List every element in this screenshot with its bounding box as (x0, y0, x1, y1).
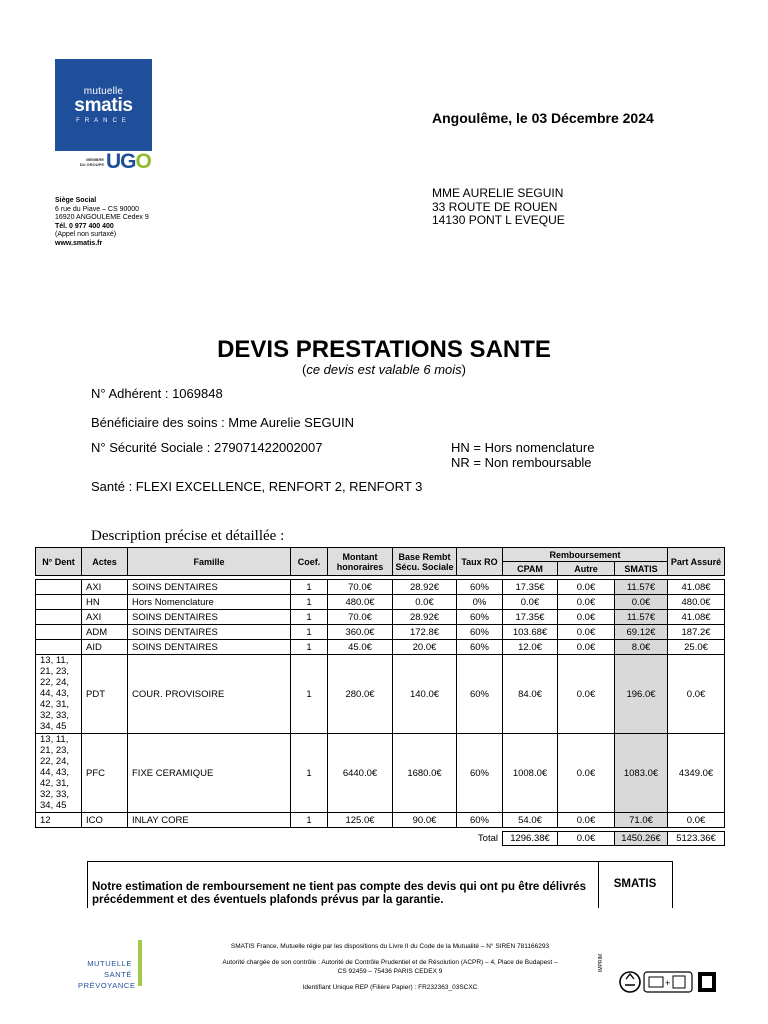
recipient-street: 33 ROUTE DE ROUEN (432, 199, 558, 214)
cell-dent (36, 595, 82, 610)
legend-hn: HN = Hors nomenclature (451, 440, 595, 455)
cell-smatis: 196.0€ (615, 655, 668, 734)
header-smatis: SMATIS (615, 562, 668, 576)
cell-acte: PDT (82, 655, 128, 734)
cell-coef: 1 (291, 655, 328, 734)
cell-cpam: 84.0€ (503, 655, 558, 734)
cell-famille: COUR. PROVISOIRE (128, 655, 291, 734)
cell-acte: ICO (82, 813, 128, 828)
cell-part: 187.2€ (668, 625, 725, 640)
cell-dent (36, 580, 82, 595)
cell-autre: 0.0€ (558, 734, 615, 813)
header-dent: N° Dent (36, 548, 82, 576)
validity-open: ( (301, 362, 307, 377)
cell-acte: AID (82, 640, 128, 655)
cell-dent: 12 (36, 813, 82, 828)
footer-brand-line2: SANTÉ (103, 970, 132, 979)
header-famille: Famille (128, 548, 291, 576)
cell-dent (36, 610, 82, 625)
ugo-group-logo (72, 150, 156, 173)
recycle-icon (620, 972, 640, 992)
insurance-plan: Santé : FLEXI EXCELLENCE, RENFORT 2, RENFORT 3 (91, 479, 423, 494)
total-spacer (36, 832, 457, 846)
estimation-note: Notre estimation de remboursement ne tient pas compte des devis qui ont pu être délivrés précédemment et des éventuels plafonds prévus par la garantie. (92, 881, 586, 906)
cell-cpam: 1008.0€ (503, 734, 558, 813)
ugo-letter-u: U (106, 150, 121, 173)
header-remboursement: Remboursement (503, 548, 668, 562)
footer-line4: Identifiant Unique REP (Filière Papier) : FR232363_03SCXC (302, 984, 478, 991)
paper-sorting-icon (644, 972, 692, 992)
cell-cpam: 103.68€ (503, 625, 558, 640)
cell-smatis: 0.0€ (615, 595, 668, 610)
ugo-wordmark (106, 150, 151, 174)
cell-acte: ADM (82, 625, 128, 640)
total-part: 5123.36€ (668, 832, 725, 846)
table-row (36, 610, 725, 625)
table-row (36, 655, 725, 734)
cell-base: 20.0€ (393, 640, 457, 655)
bin-icon (698, 972, 716, 992)
cell-taux: 60% (457, 813, 503, 828)
cell-dent: 13, 11, 21, 23, 22, 24, 44, 43, 42, 31, 32, 33, 34, 45 (36, 655, 82, 734)
ugo-member-line1: MEMBRE (86, 157, 104, 162)
cell-base: 28.92€ (393, 610, 457, 625)
cell-montant: 360.0€ (328, 625, 393, 640)
cell-cpam: 17.35€ (503, 580, 558, 595)
cell-part: 41.08€ (668, 580, 725, 595)
cell-famille: SOINS DENTAIRES (128, 640, 291, 655)
table-row (36, 580, 725, 595)
cell-coef: 1 (291, 640, 328, 655)
validity-text: ce devis est valable 6 mois (306, 362, 462, 377)
smatis-logo (55, 59, 152, 151)
siege-phone: Tél. 0 977 400 400 (55, 222, 114, 230)
cell-smatis: 11.57€ (615, 580, 668, 595)
table-row (36, 640, 725, 655)
cell-taux: 60% (457, 625, 503, 640)
cell-famille: SOINS DENTAIRES (128, 610, 291, 625)
cell-smatis: 11.57€ (615, 610, 668, 625)
cell-montant: 6440.0€ (328, 734, 393, 813)
total-label: Total (477, 833, 498, 844)
cell-autre: 0.0€ (558, 655, 615, 734)
cell-taux: 0% (457, 595, 503, 610)
header-taux: Taux RO (457, 548, 503, 576)
cell-coef: 1 (291, 625, 328, 640)
ugo-member-line2: DU GROUPE (79, 162, 104, 167)
cell-montant: 125.0€ (328, 813, 393, 828)
table-row (36, 595, 725, 610)
cell-dent (36, 625, 82, 640)
cell-autre: 0.0€ (558, 640, 615, 655)
cell-taux: 60% (457, 655, 503, 734)
cell-autre: 0.0€ (558, 595, 615, 610)
cell-cpam: 17.35€ (503, 610, 558, 625)
logo-smatis-text: smatis (74, 95, 133, 116)
siege-website: www.smatis.fr (55, 239, 103, 247)
header-cpam: CPAM (503, 562, 558, 576)
cell-montant: 70.0€ (328, 580, 393, 595)
cell-dent (36, 640, 82, 655)
cell-coef: 1 (291, 580, 328, 595)
document-date: Angoulême, le 03 Décembre 2024 (432, 110, 654, 126)
cell-famille: SOINS DENTAIRES (128, 580, 291, 595)
header-autre: Autre (558, 562, 615, 576)
cell-part: 41.08€ (668, 610, 725, 625)
social-security-number: N° Sécurité Sociale : 279071422002007 (91, 440, 323, 455)
cell-famille: FIXE CERAMIQUE (128, 734, 291, 813)
cell-base: 0.0€ (393, 595, 457, 610)
siege-phone-note: (Appel non surtaxé) (55, 231, 117, 239)
cell-base: 172.8€ (393, 625, 457, 640)
cell-famille: INLAY CORE (128, 813, 291, 828)
estimation-note-box (87, 861, 673, 908)
header-montant: Montant honoraires (328, 548, 393, 576)
siege-title: Siège Social (55, 197, 97, 204)
logo-mutuelle-text: mutuelle (83, 86, 124, 97)
cell-dent: 13, 11, 21, 23, 22, 24, 44, 43, 42, 31, 32, 33, 34, 45 (36, 734, 82, 813)
cell-coef: 1 (291, 595, 328, 610)
footer-brand-bar (138, 940, 142, 986)
table-row (36, 734, 725, 813)
cell-autre: 0.0€ (558, 813, 615, 828)
cell-cpam: 12.0€ (503, 640, 558, 655)
siege-social-block (55, 197, 149, 249)
cell-autre: 0.0€ (558, 625, 615, 640)
beneficiary: Bénéficiaire des soins : Mme Aurelie SEGUIN (91, 415, 354, 430)
ugo-letter-g: G (120, 150, 136, 173)
cell-acte: AXI (82, 580, 128, 595)
cell-smatis: 69.12€ (615, 625, 668, 640)
cell-autre: 0.0€ (558, 610, 615, 625)
cell-taux: 60% (457, 580, 503, 595)
cell-smatis: 71.0€ (615, 813, 668, 828)
ugo-member-text (72, 157, 104, 167)
total-smatis: 1450.26€ (615, 832, 668, 846)
cell-montant: 45.0€ (328, 640, 393, 655)
logo-france-text: FRANCE (76, 118, 131, 124)
footer-line3: CS 92459 – 75436 PARIS CEDEX 9 (337, 968, 443, 975)
abbreviation-legend (451, 440, 594, 470)
ugo-letter-o: O (135, 150, 151, 173)
cell-part: 25.0€ (668, 640, 725, 655)
siege-city: 16920 ANGOULEME Cedex 9 (55, 214, 149, 222)
legend-nr: NR = Non remboursable (451, 455, 592, 470)
imprim-label: IMPRIM (598, 953, 604, 972)
footer-brand-line1: MUTUELLE (87, 959, 132, 968)
cell-taux: 60% (457, 610, 503, 625)
cell-coef: 1 (291, 610, 328, 625)
cell-part: 0.0€ (668, 813, 725, 828)
total-autre: 0.0€ (558, 832, 615, 846)
header-base: Base Rembt Sécu. Sociale (393, 548, 457, 576)
cell-famille: SOINS DENTAIRES (128, 625, 291, 640)
cell-cpam: 0.0€ (503, 595, 558, 610)
cell-part: 4349.0€ (668, 734, 725, 813)
cell-famille: Hors Nomenclature (128, 595, 291, 610)
cell-autre: 0.0€ (558, 580, 615, 595)
adherent-number: N° Adhérent : 1069848 (91, 386, 223, 401)
quote-table (35, 547, 725, 846)
cell-taux: 60% (457, 734, 503, 813)
cell-base: 140.0€ (393, 655, 457, 734)
cell-montant: 480.0€ (328, 595, 393, 610)
recycling-icons (618, 967, 720, 997)
table-row (36, 813, 725, 828)
cell-base: 1680.0€ (393, 734, 457, 813)
cell-part: 480.0€ (668, 595, 725, 610)
cell-smatis: 1083.0€ (615, 734, 668, 813)
cell-smatis: 8.0€ (615, 640, 668, 655)
validity-note (0, 362, 768, 377)
cell-coef: 1 (291, 734, 328, 813)
footer-line1: SMATIS France, Mutuelle régie par les dispositions du Livre II du Code de la Mutualité – N° SIREN 781166293 (230, 943, 550, 950)
footer-line2: Autorité chargée de son contrôle : Autorité de Contrôle Prudentiel et de Résolution (ACPR) – 4, Place de Budapest – (222, 959, 558, 966)
header-actes: Actes (82, 548, 128, 576)
cell-acte: PFC (82, 734, 128, 813)
cell-part: 0.0€ (668, 655, 725, 734)
header-coef: Coef. (291, 548, 328, 576)
footer-brand-line3: PRÉVOYANCE (78, 981, 136, 990)
recipient-city: 14130 PONT L EVEQUE (432, 213, 565, 227)
siege-address: 6 rue du Piave – CS 90000 (55, 205, 140, 213)
footer-brand (78, 958, 136, 991)
recipient-address (432, 187, 565, 228)
page-title: DEVIS PRESTATIONS SANTE (217, 336, 551, 363)
table-row (36, 625, 725, 640)
note-smatis-label: SMATIS (613, 878, 657, 890)
header-part: Part Assuré (668, 548, 725, 576)
cell-acte: AXI (82, 610, 128, 625)
total-cpam: 1296.38€ (503, 832, 558, 846)
svg-text:+: + (665, 978, 671, 988)
cell-coef: 1 (291, 813, 328, 828)
cell-cpam: 54.0€ (503, 813, 558, 828)
cell-montant: 280.0€ (328, 655, 393, 734)
validity-close: ) (461, 362, 467, 377)
recipient-name: MME AURELIE SEGUIN (432, 186, 564, 200)
total-row (36, 832, 725, 846)
cell-taux: 60% (457, 640, 503, 655)
cell-montant: 70.0€ (328, 610, 393, 625)
cell-base: 90.0€ (393, 813, 457, 828)
cell-base: 28.92€ (393, 580, 457, 595)
cell-acte: HN (82, 595, 128, 610)
description-label: Description précise et détaillée : (91, 528, 285, 544)
